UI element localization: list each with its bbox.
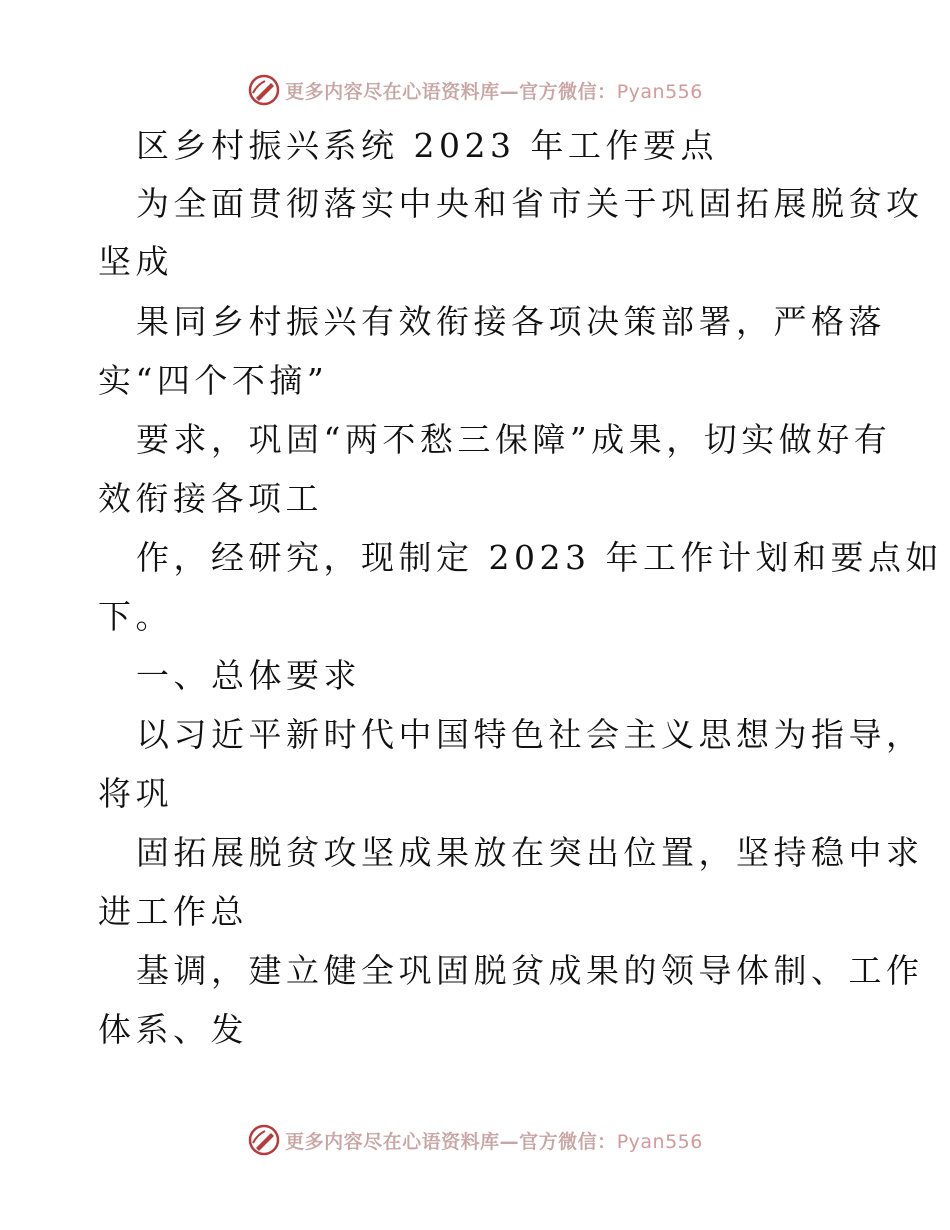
banner-wechat-label: 官方微信： — [519, 1130, 617, 1153]
paragraph-line: 果同乡村振兴有效衔接各项决策部署，严格落 — [136, 302, 886, 341]
doc-title: 区乡村振兴系统 2023 年工作要点 — [136, 126, 718, 165]
paragraph-line: 效衔接各项工 — [98, 479, 323, 518]
pen-logo-icon — [247, 1123, 281, 1157]
paragraph-line: 实“四个不摘” — [98, 361, 329, 400]
pen-logo-icon — [247, 73, 281, 107]
banner-wechat-id: Pyan556 — [616, 80, 703, 103]
paragraph-line: 坚成 — [98, 242, 173, 281]
paragraph-line: 以习近平新时代中国特色社会主义思想为指导， — [136, 715, 924, 754]
banner-dash: — — [499, 1130, 520, 1153]
paragraph-line: 进工作总 — [98, 892, 248, 931]
paragraph-line: 下。 — [98, 597, 173, 636]
footer-watermark-banner — [0, 1120, 950, 1160]
paragraph-line: 要求，巩固“两不愁三保障”成果，切实做好有 — [136, 420, 892, 459]
section-heading: 一、总体要求 — [136, 656, 361, 695]
paragraph-line: 作，经研究，现制定 2023 年工作计划和要点如 — [136, 538, 943, 577]
banner-title: 更多内容尽在心语资料库 — [285, 1130, 500, 1153]
paragraph-line: 固拓展脱贫攻坚成果放在突出位置，坚持稳中求 — [136, 833, 924, 872]
paragraph-line: 基调，建立健全巩固脱贫成果的领导体制、工作 — [136, 951, 924, 990]
paragraph-line: 将巩 — [98, 774, 173, 813]
paragraph-line: 为全面贯彻落实中央和省市关于巩固拓展脱贫攻 — [136, 184, 924, 223]
header-watermark-banner — [0, 70, 950, 110]
banner-wechat-id: Pyan556 — [616, 1130, 703, 1153]
paragraph-line: 体系、发 — [98, 1010, 248, 1049]
banner-title: 更多内容尽在心语资料库 — [285, 80, 500, 103]
banner-dash: — — [499, 80, 520, 103]
banner-wechat-label: 官方微信： — [519, 80, 617, 103]
